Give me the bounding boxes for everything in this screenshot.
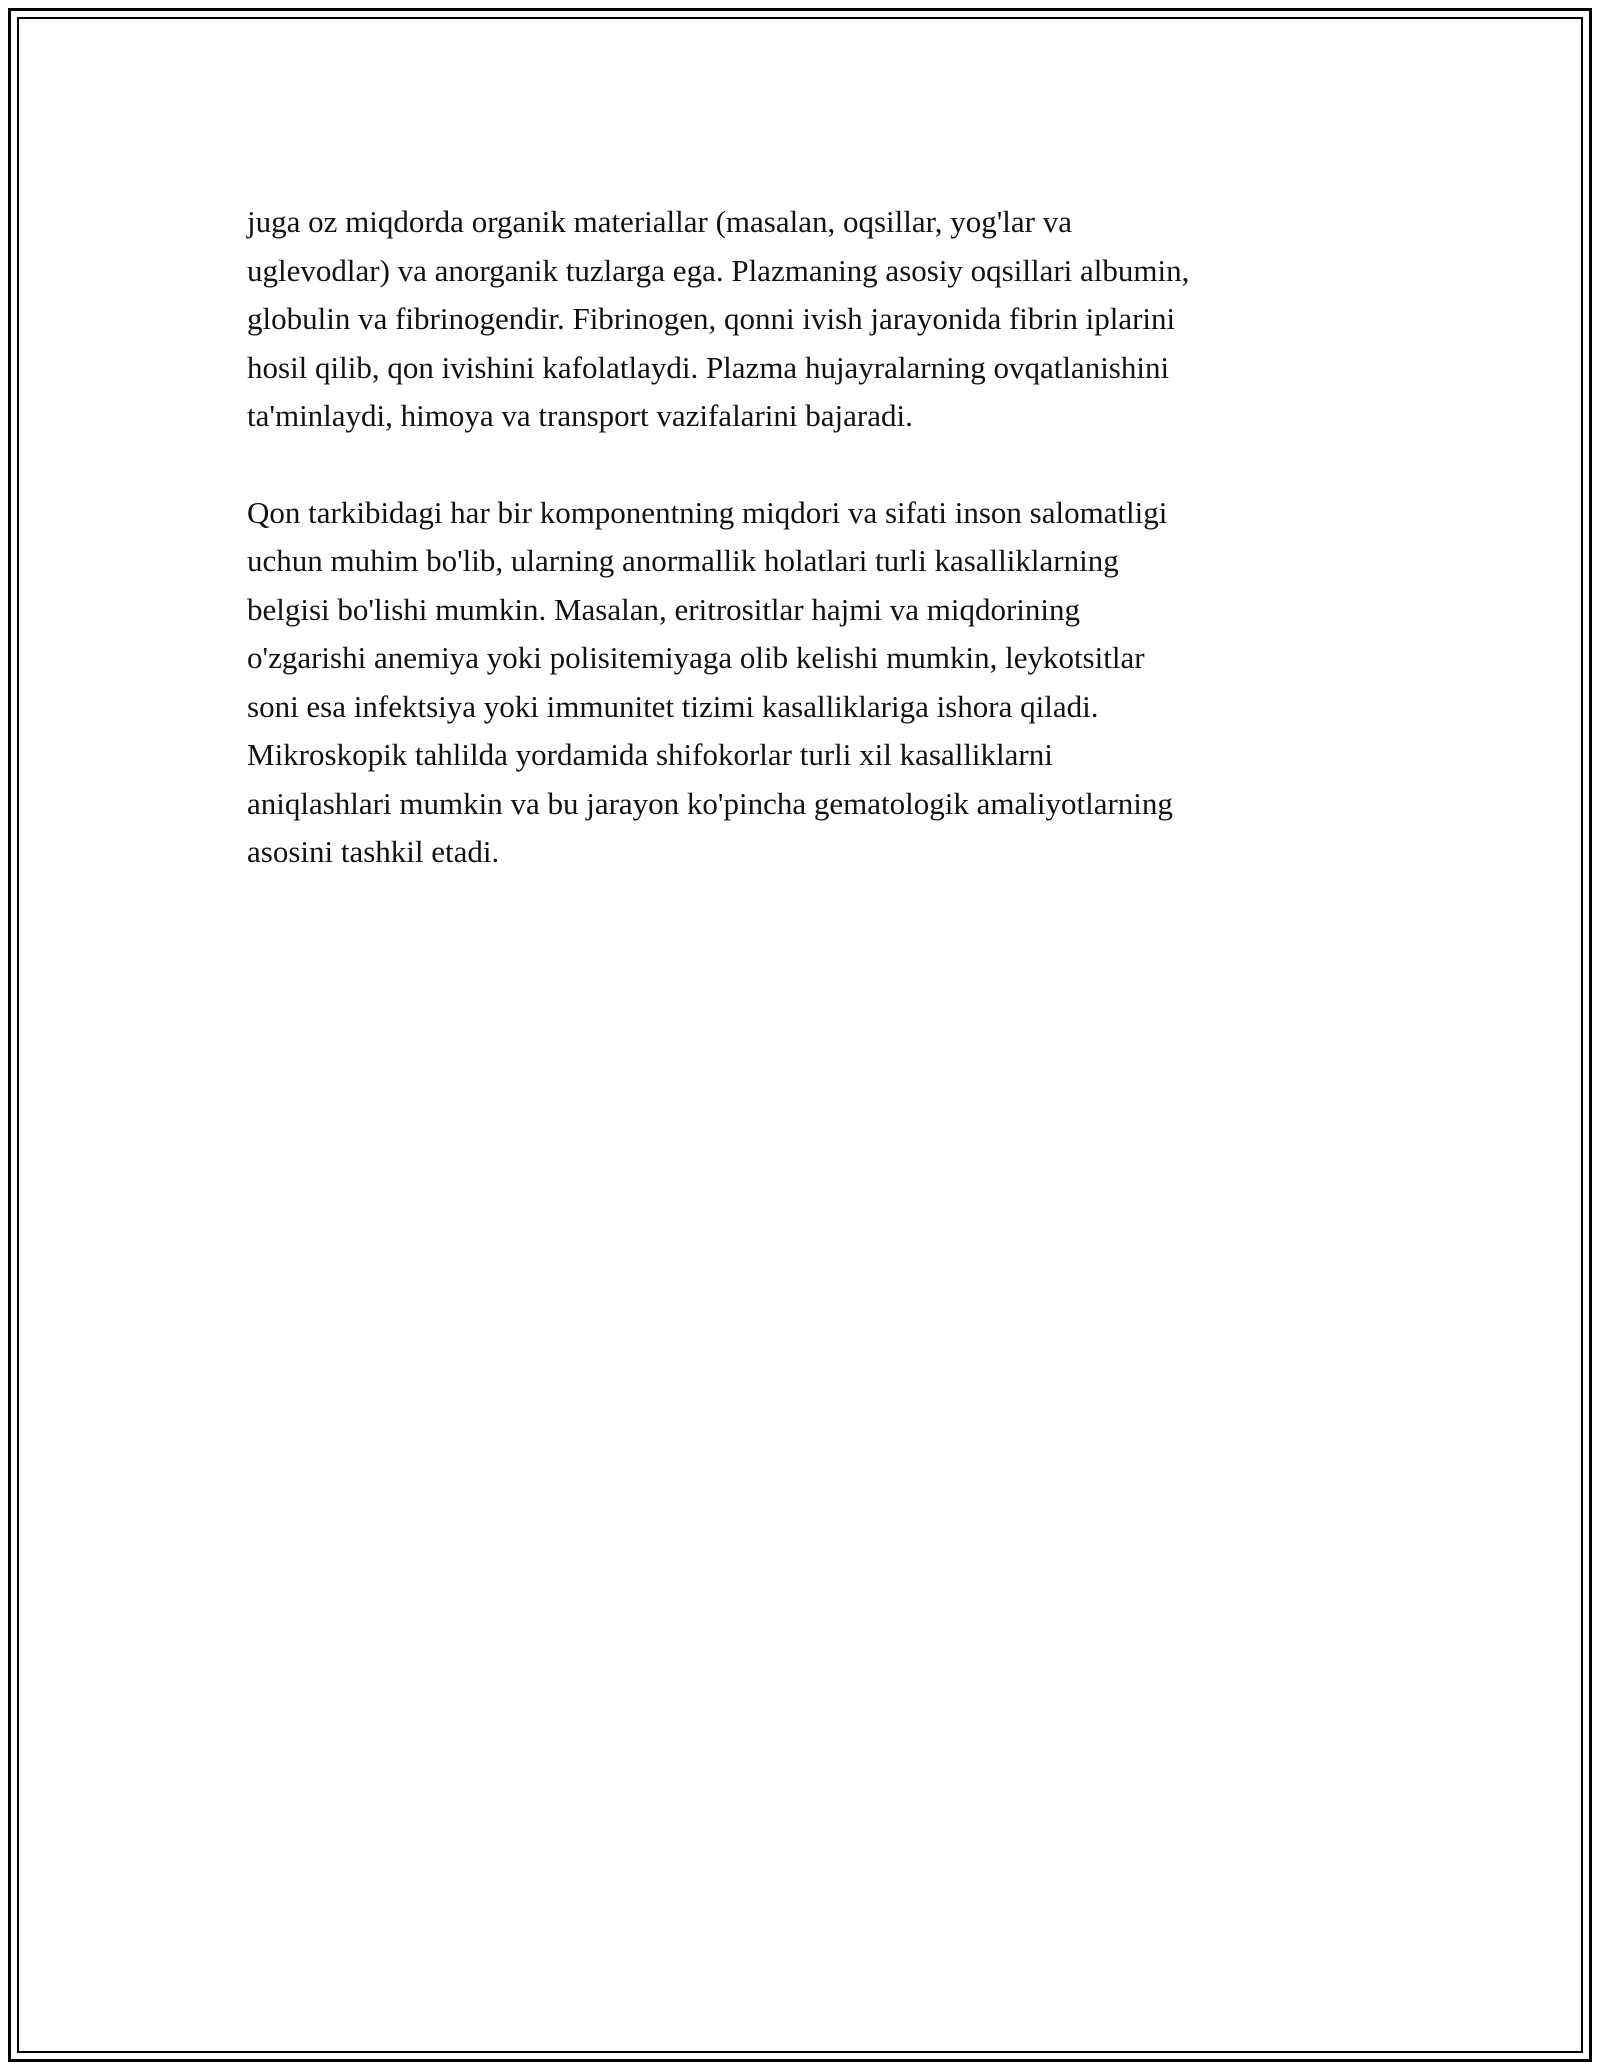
text-line: Mikroskopik tahlilda yordamida shifokorlar turli xil kasalliklarni — [247, 737, 1053, 772]
text-line: asosini tashkil etadi. — [247, 834, 500, 869]
text-line: soni esa infektsiya yoki immunitet tizimi kasalliklariga ishora qiladi. — [247, 688, 1099, 724]
text-line: aniqlashlari mumkin va bu jarayon ko'pincha gematologik amaliyotlarning — [247, 785, 1173, 821]
document-body — [247, 198, 1377, 925]
text-line: ta'minlaydi, himoya va transport vazifalarini bajaradi. — [247, 398, 913, 433]
text-line: hosil qilib, qon ivishini kafolatlaydi. Plazma hujayralarning ovqatlanishini — [247, 349, 1170, 385]
text-line: globulin va fibrinogendir. Fibrinogen, qonni ivish jarayonida fibrin iplarini — [247, 301, 1176, 336]
text-line: o'zgarishi anemiya yoki polisitemiyaga olib kelishi mumkin, leykotsitlar — [247, 640, 1145, 675]
text-line: Qon tarkibidagi har bir komponentning miqdori va sifati inson salomatligi — [247, 494, 1168, 530]
paragraph-2 — [247, 489, 1377, 877]
page-border — [8, 8, 1592, 2062]
paragraph-1 — [247, 198, 1377, 441]
text-line: uchun muhim bo'lib, ularning anormallik holatlari turli kasalliklarning — [247, 543, 1119, 578]
text-line: belgisi bo'lishi mumkin. Masalan, eritrositlar hajmi va miqdorining — [247, 591, 1081, 627]
text-line: juga oz miqdorda organik materiallar (masalan, oqsillar, yog'lar va — [247, 204, 1072, 239]
text-line: uglevodlar) va anorganik tuzlarga ega. Plazmaning asosiy oqsillari albumin, — [247, 252, 1190, 288]
